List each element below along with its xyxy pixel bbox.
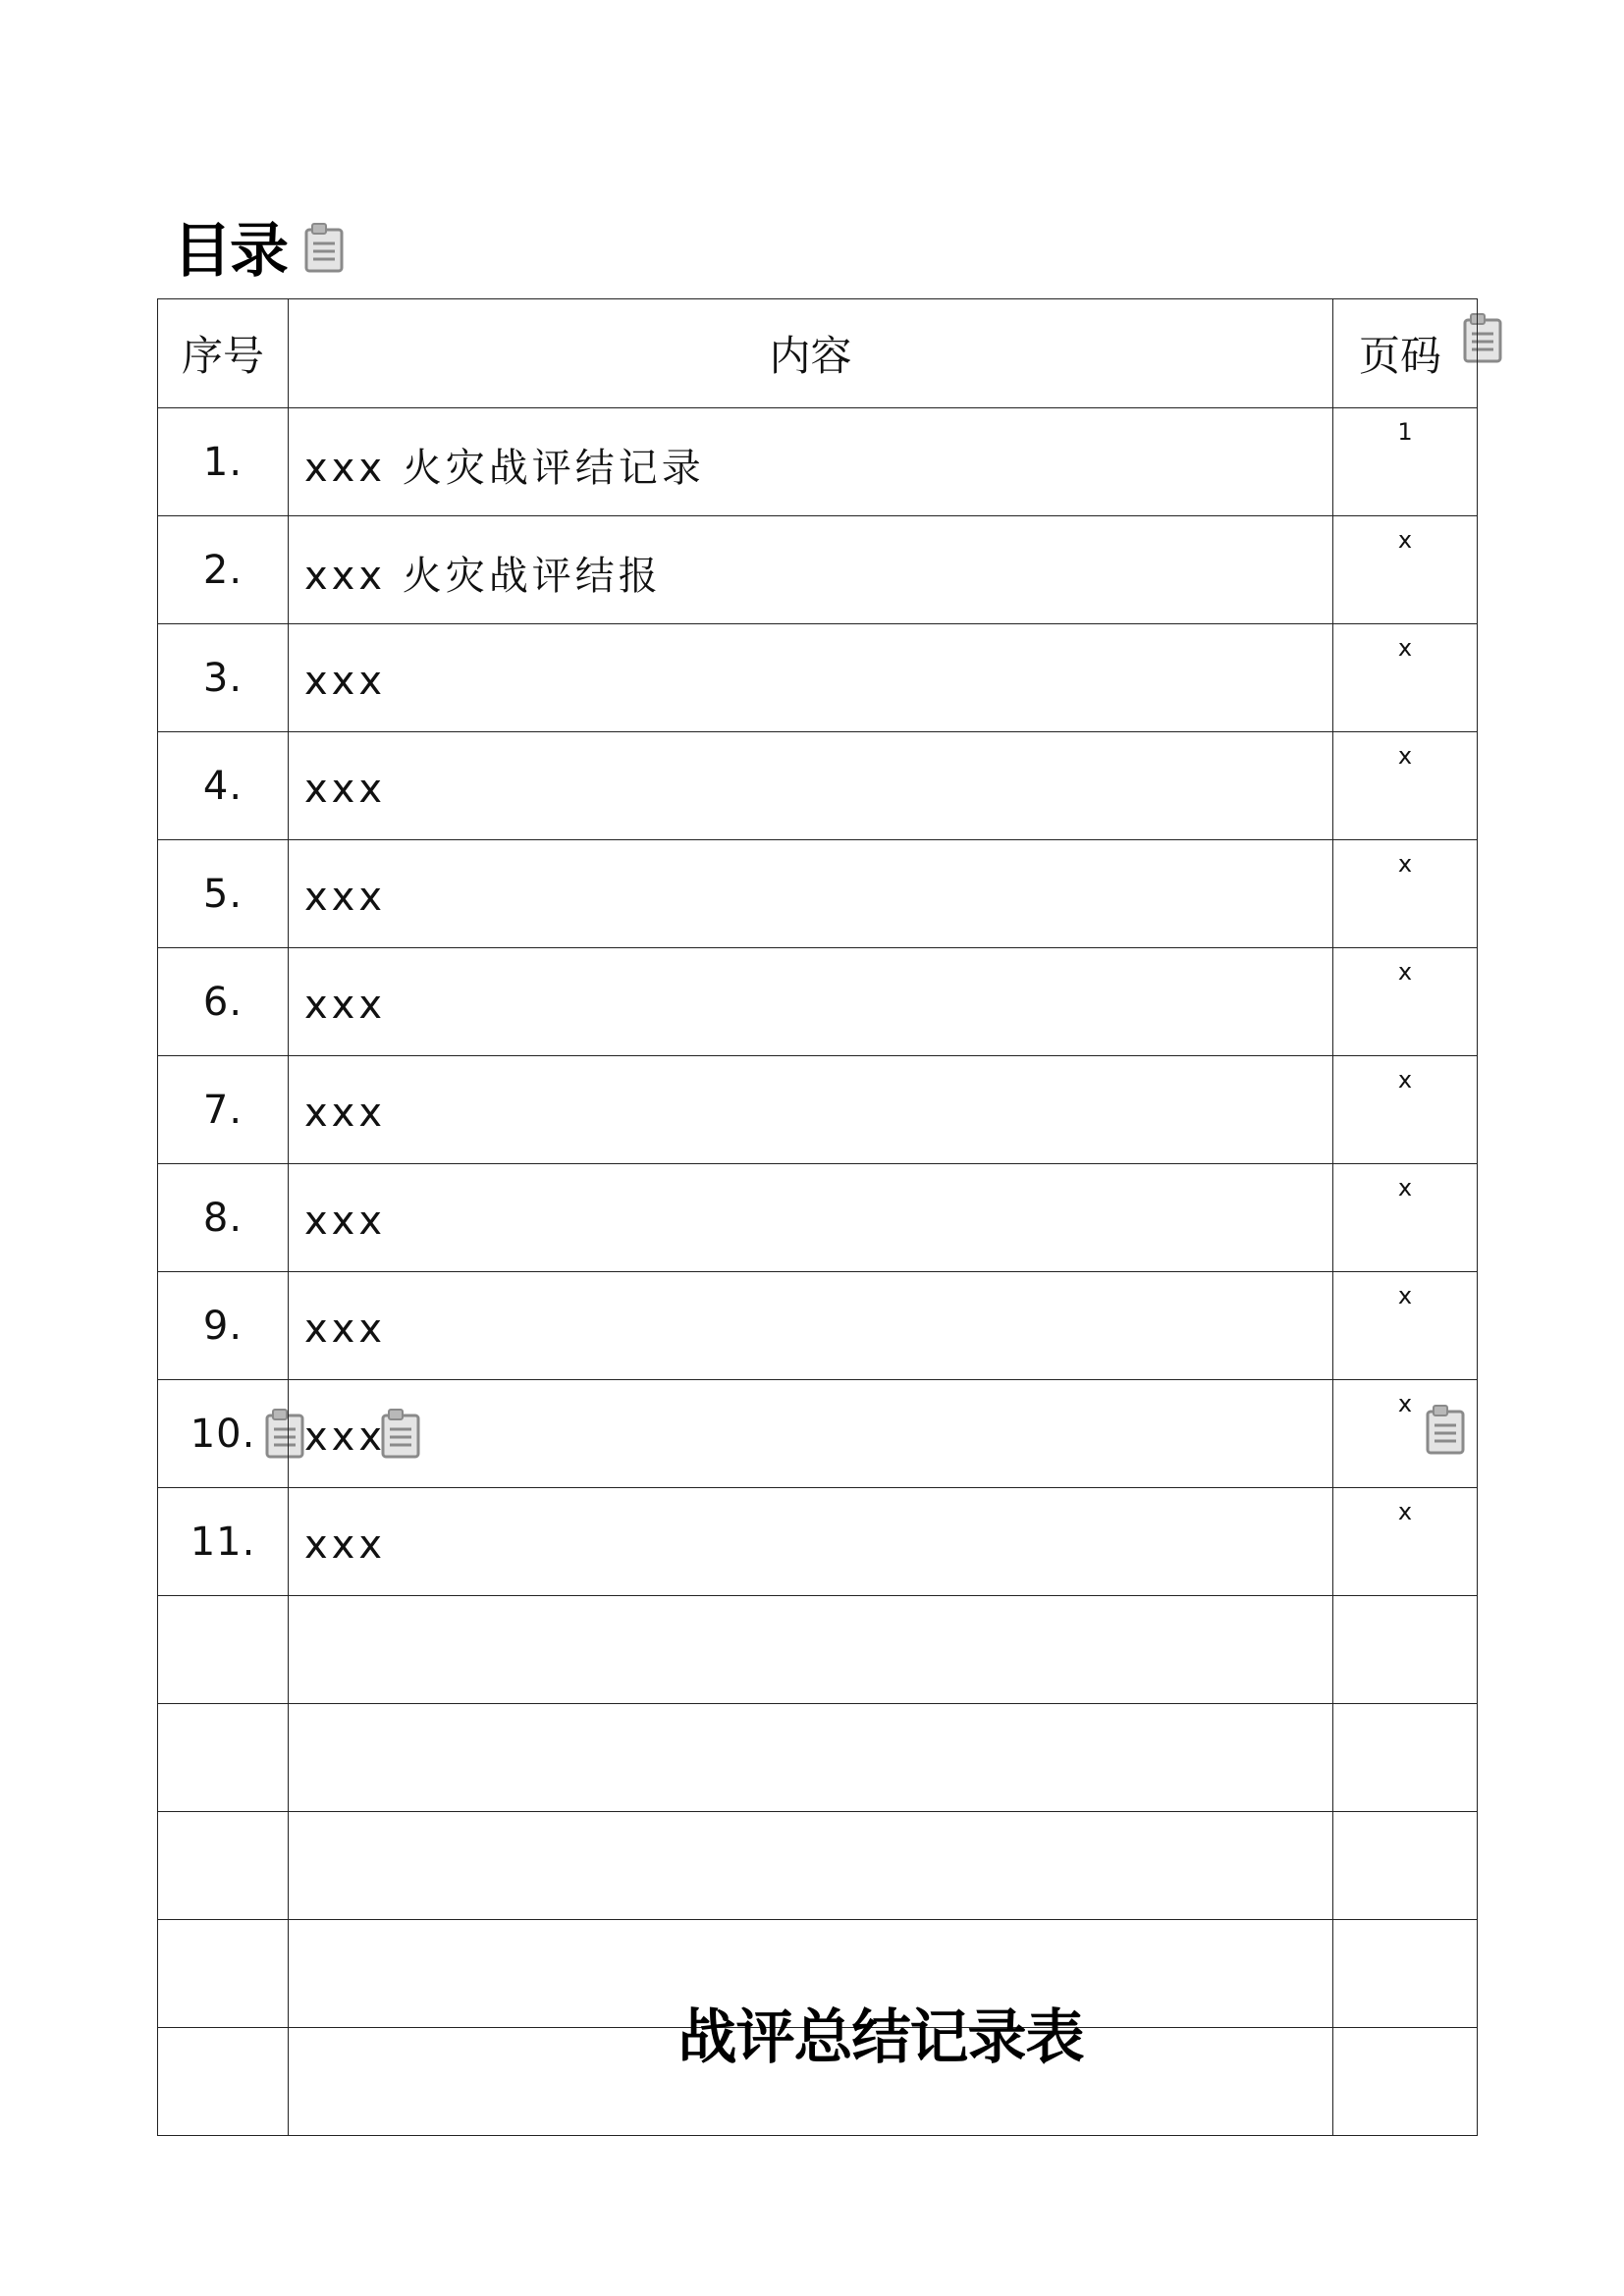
row-number: 6. [158,948,289,1056]
row-page-number: x [1333,1488,1478,1596]
row-page-number: x [1333,1380,1478,1488]
row-content [289,1812,1333,1920]
note-icon [298,220,350,275]
row-number: 3. [158,624,289,732]
row-page-number: x [1333,1056,1478,1164]
form-title: 战评总结记录表 [677,2003,1084,2072]
row-content: xxx [289,1380,1333,1488]
row-number: 2. [158,516,289,624]
row-number [158,1704,289,1812]
column-header-content: 内容 [289,299,1333,408]
row-page-number [1333,1704,1478,1812]
comment-marker-icon[interactable] [298,220,350,275]
row-page-number: x [1333,624,1478,732]
table-row [158,1056,1478,1164]
toc-table [157,298,1478,2136]
row-content: xxx [289,1164,1333,1272]
row-page-number: x [1333,732,1478,840]
table-row [158,732,1478,840]
row-page-number: 1 [1333,408,1478,516]
row-number: 4. [158,732,289,840]
row-number: 7. [158,1056,289,1164]
row-page-number: x [1333,1164,1478,1272]
row-content: xxx [289,840,1333,948]
row-content: xxx [289,948,1333,1056]
table-row [158,1488,1478,1596]
table-row [158,1812,1478,1920]
row-page-number: x [1333,840,1478,948]
row-page-number [1333,1596,1478,1704]
row-page-number: x [1333,516,1478,624]
row-number [158,1812,289,1920]
column-header-page: 页码 [1333,299,1478,408]
row-content: xxx [289,1488,1333,1596]
toc-header-row [158,299,1478,408]
row-number [158,1596,289,1704]
table-row [158,408,1478,516]
row-content: xxx [289,732,1333,840]
table-row [158,1596,1478,1704]
row-page-number: x [1333,948,1478,1056]
table-row [158,516,1478,624]
row-page-number: x [1333,1272,1478,1380]
row-number: 10. [158,1380,289,1488]
row-number: 8. [158,1164,289,1272]
row-content: xxx 火灾战评结记录 [289,408,1333,516]
table-row [158,1164,1478,1272]
row-content [289,1596,1333,1704]
table-row [158,1704,1478,1812]
row-number: 1. [158,408,289,516]
row-page-number [1333,1812,1478,1920]
row-number: 11. [158,1488,289,1596]
row-content: xxx [289,1056,1333,1164]
column-header-number: 序号 [158,299,289,408]
table-row [158,840,1478,948]
row-number: 5. [158,840,289,948]
table-row [158,948,1478,1056]
table-row [158,1380,1478,1488]
row-number: 9. [158,1272,289,1380]
row-content: xxx [289,1272,1333,1380]
table-row [158,1272,1478,1380]
row-content: xxx 火灾战评结报 [289,516,1333,624]
table-row [158,624,1478,732]
row-content: xxx [289,624,1333,732]
toc-heading: 目录 [173,217,287,286]
row-content [289,1704,1333,1812]
